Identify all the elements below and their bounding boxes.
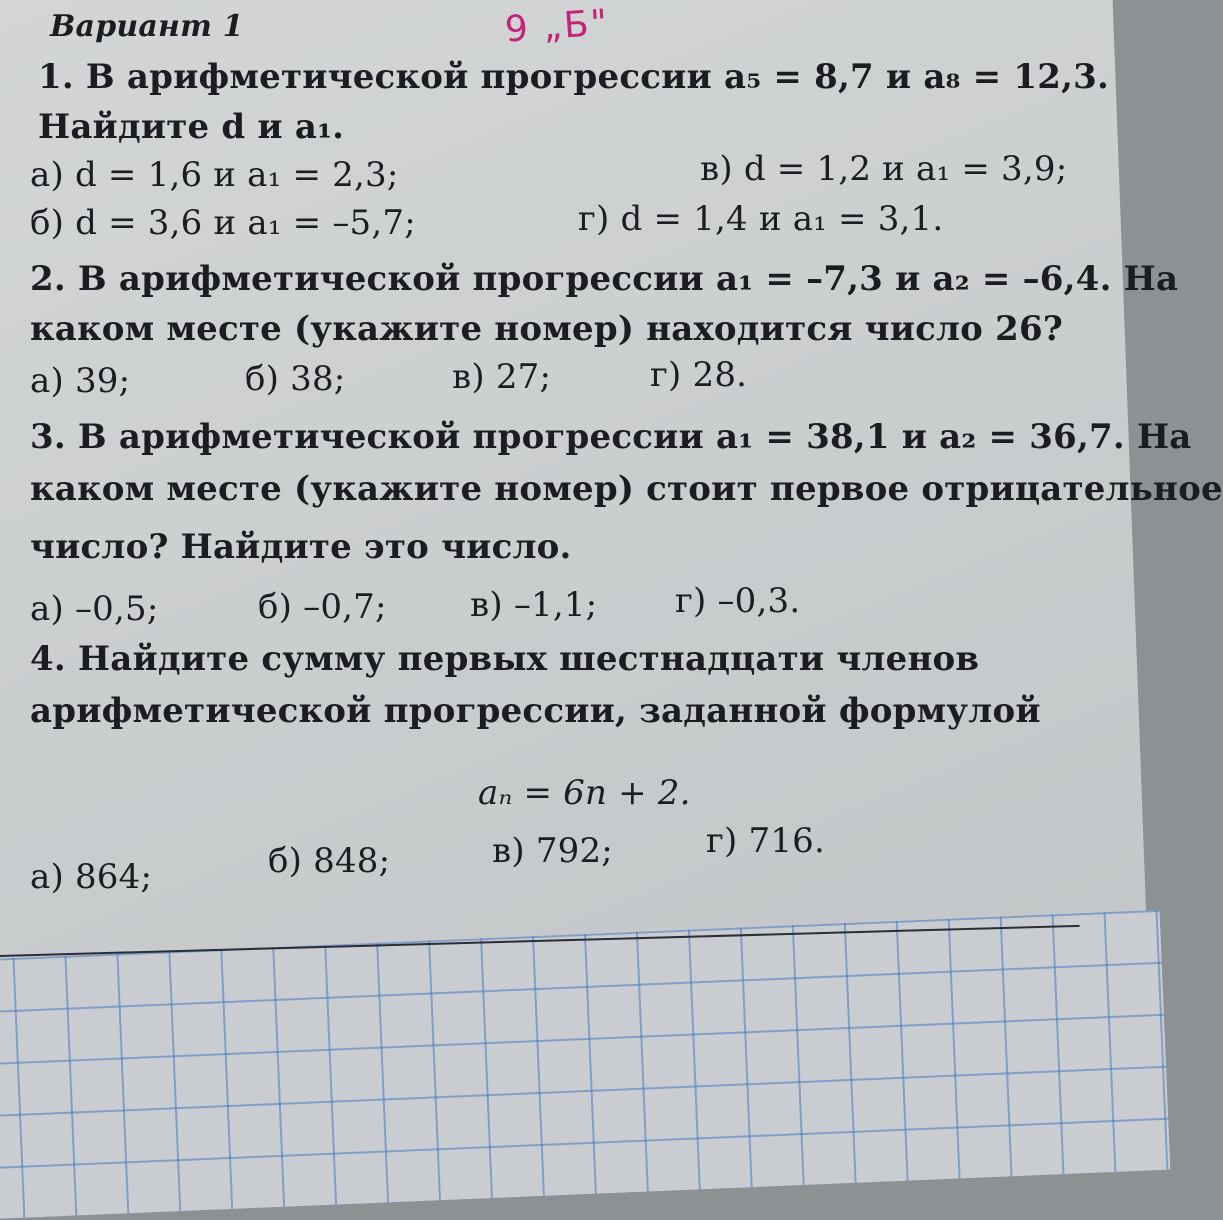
task-2-option-a: а) 39; <box>30 361 131 401</box>
task-3-option-g: г) –0,3. <box>675 581 801 621</box>
handwritten-class-label: 9 „Б" <box>503 2 611 51</box>
task-3-option-v: в) –1,1; <box>470 585 598 625</box>
task-4-formula: aₙ = 6n + 2. <box>478 773 691 813</box>
task-1-question-line-2: Найдите d и a₁. <box>38 107 345 147</box>
task-4-option-v: в) 792; <box>492 831 613 871</box>
task-4-option-g: г) 716. <box>706 821 825 861</box>
task-4-question-line-1: 4. Найдите сумму первых шестнадцати членов <box>30 639 980 679</box>
task-2-option-b: б) 38; <box>245 359 346 399</box>
task-1-option-v: в) d = 1,2 и a₁ = 3,9; <box>700 149 1068 189</box>
task-2-question-line-1: 2. В арифметической прогрессии a₁ = –7,3 и a₂ = –6,4. На <box>30 259 1179 299</box>
task-2-option-g: г) 28. <box>650 355 748 395</box>
variant-title: Вариант 1 <box>50 9 244 44</box>
task-4-question-line-2: арифметической прогрессии, заданной формулой <box>30 691 1041 731</box>
task-1-option-g: г) d = 1,4 и a₁ = 3,1. <box>578 199 944 239</box>
task-3-option-b: б) –0,7; <box>258 587 387 627</box>
task-1-option-b: б) d = 3,6 и a₁ = –5,7; <box>30 203 416 243</box>
task-3-question-line-3: число? Найдите это число. <box>30 527 572 567</box>
task-2-option-v: в) 27; <box>452 357 552 397</box>
task-4-option-b: б) 848; <box>268 841 391 881</box>
task-1-option-a: а) d = 1,6 и a₁ = 2,3; <box>30 155 399 195</box>
task-3-question-line-2: каком месте (укажите номер) стоит первое отрицательное <box>30 469 1223 509</box>
task-3-option-a: а) –0,5; <box>30 589 159 629</box>
task-1-question-line-1: 1. В арифметической прогрессии a₅ = 8,7 и a₈ = 12,3. <box>38 57 1110 97</box>
task-4-option-a: а) 864; <box>30 857 153 897</box>
task-3-question-line-1: 3. В арифметической прогрессии a₁ = 38,1 и a₂ = 36,7. На <box>30 417 1192 457</box>
task-2-question-line-2: каком месте (укажите номер) находится число 26? <box>30 309 1063 349</box>
grid-notebook <box>0 910 1170 1220</box>
